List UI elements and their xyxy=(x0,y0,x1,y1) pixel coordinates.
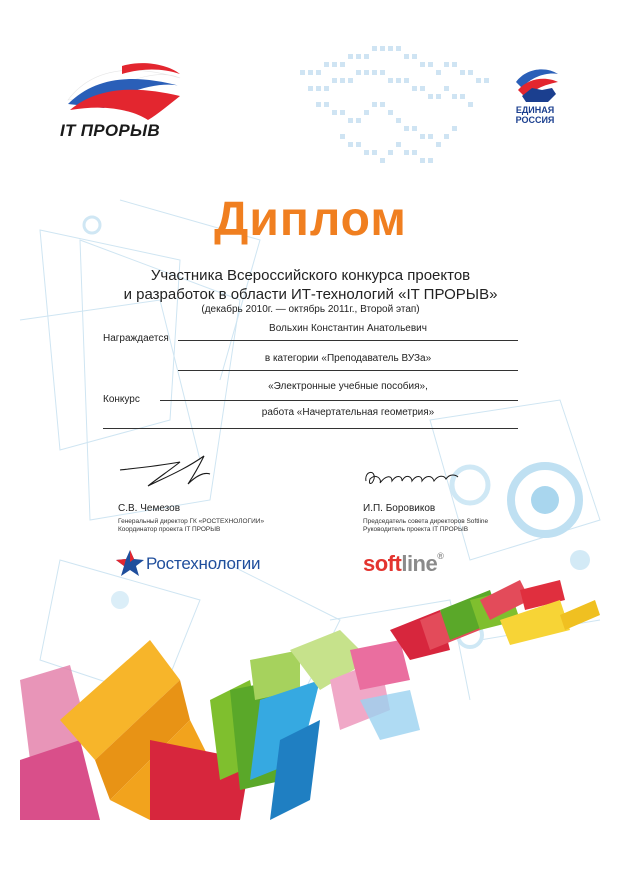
category-value: в категории «Преподаватель ВУЗа» xyxy=(264,353,432,364)
signature-left xyxy=(118,452,213,490)
russia-map-dots xyxy=(300,46,489,163)
left-signer-role-1: Генеральный директор ГК «РОСТЕХНОЛОГИИ» xyxy=(118,518,265,525)
right-signer-role-1: Председатель совета директоров Softline xyxy=(363,518,489,525)
left-signer-name: С.В. Чемезов xyxy=(118,503,181,514)
colored-blocks xyxy=(20,580,600,820)
contest-line-1 xyxy=(160,400,518,401)
signature-right xyxy=(362,465,462,491)
diploma-title: Диплом xyxy=(214,193,407,246)
category-line xyxy=(178,370,518,371)
bear-emblem-icon xyxy=(512,62,560,104)
right-signer-role-2: Руководитель проекта IT ПРОРЫВ xyxy=(363,526,469,533)
contest-value-line2: работа «Начертательная геометрия» xyxy=(261,407,435,418)
softline-soft: soft xyxy=(363,551,402,576)
rostech-logo-text: Ростехнологии xyxy=(146,554,261,573)
united-russia-logo-text xyxy=(505,105,565,125)
left-signer-role-2: Координатор проекта IT ПРОРЫВ xyxy=(118,526,221,533)
it-proryv-flag-icon xyxy=(62,60,187,122)
awardee-name: Вольхин Константин Анатольевич xyxy=(269,323,427,334)
contest-value-line1: «Электронные учебные пособия», xyxy=(268,381,428,392)
softline-logo: softline® xyxy=(363,551,444,576)
subtitle-line-1: Участника Всероссийского конкурса проектов xyxy=(150,267,471,284)
right-signer-name: И.П. Боровиков xyxy=(363,503,436,514)
united-russia-line1: ЕДИНАЯ xyxy=(515,105,555,115)
contest-line-2 xyxy=(103,428,518,429)
awardee-line xyxy=(178,340,518,341)
awarded-label: Награждается xyxy=(103,333,169,344)
united-russia-line2: РОССИЯ xyxy=(515,115,555,125)
subtitle-dates: (декабрь 2010г. — октябрь 2011г., Второй этап) xyxy=(201,304,420,315)
softline-line: line xyxy=(401,551,438,576)
it-proryv-logo-text: IT ПРОРЫВ xyxy=(60,121,160,140)
contest-label: Конкурс xyxy=(103,394,140,405)
rostech-star-icon xyxy=(115,548,145,578)
subtitle-line-2: и разработок в области ИТ-технологий «IT ПРОРЫВ» xyxy=(123,286,498,303)
